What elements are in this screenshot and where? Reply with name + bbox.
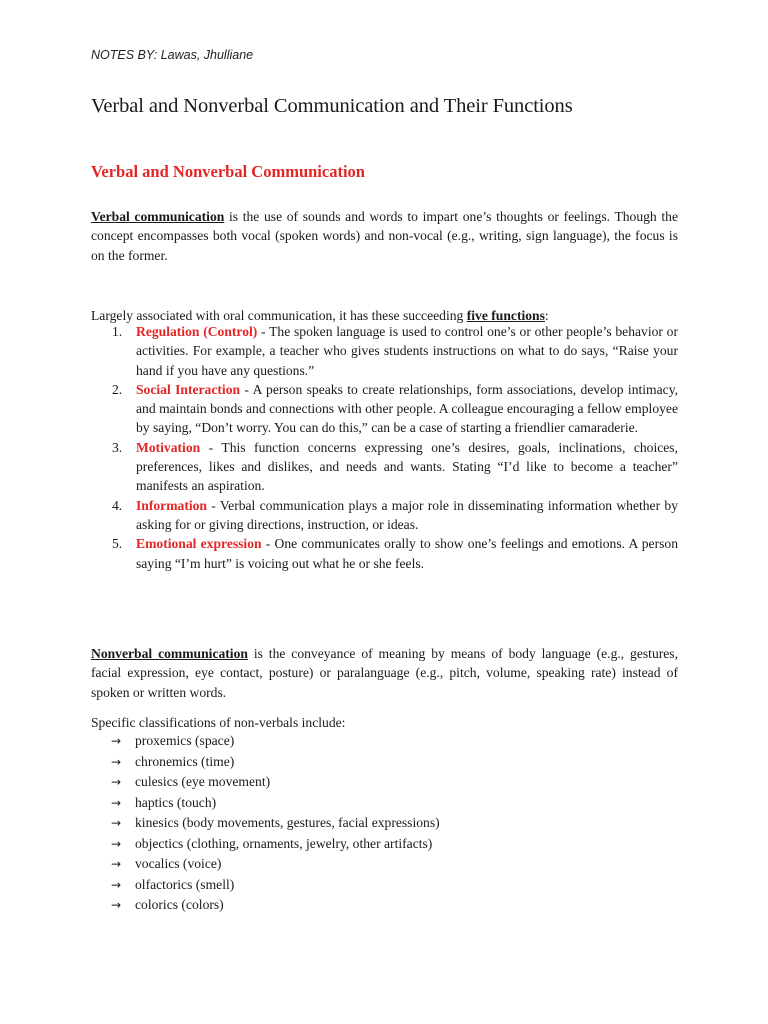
five-functions-emphasis: five functions [466, 307, 545, 323]
right-arrow-icon: → [111, 734, 122, 748]
verbal-definition-paragraph [91, 207, 678, 266]
right-arrow-icon: → [111, 836, 122, 851]
list-item [91, 834, 440, 855]
classification-text: culesics (eye movement) [135, 774, 271, 789]
list-item [91, 752, 440, 773]
function-number: 1. [112, 324, 123, 339]
function-name: Regulation (Control) [136, 324, 258, 339]
intro-text: Largely associated with oral communication, it has these succeeding [91, 307, 467, 323]
classification-text: olfactorics (smell) [135, 876, 235, 892]
function-name: Motivation [136, 439, 201, 455]
right-arrow-icon: → [111, 795, 122, 810]
nonverbal-term: Nonverbal communication [91, 645, 248, 661]
notes-by-header: NOTES BY: Lawas, Jhulliane [91, 48, 254, 62]
classification-text: chronemics (time) [135, 753, 235, 769]
section-heading: Verbal and Nonverbal Communication [91, 162, 365, 181]
list-item [91, 854, 440, 875]
classifications-list [91, 731, 440, 916]
function-text: - A person speaks to create relationships, form associations, develop intimacy, and maintain bonds and connections with other people. A colleague encouraging a fellow employee by saying, “Don’t worry. You can do this,” can be a case of starting a friendlier camaraderie. [136, 381, 679, 436]
function-name: Information [136, 497, 207, 513]
right-arrow-icon: → [111, 775, 122, 789]
right-arrow-icon: → [111, 857, 122, 871]
right-arrow-icon: → [111, 877, 122, 892]
function-number: 2. [112, 381, 123, 397]
functions-list [91, 322, 678, 573]
classifications-intro: Specific classifications of non-verbals include: [91, 714, 346, 730]
function-text: - Verbal communication plays a major role in disseminating information whether by asking for or giving directions, instruction, or ideas. [136, 497, 678, 532]
document-title: Verbal and Nonverbal Communication and Their Functions [91, 95, 573, 117]
classification-text: objectics (clothing, ornaments, jewelry, other artifacts) [135, 835, 433, 851]
classification-text: haptics (touch) [135, 794, 217, 810]
function-item [91, 496, 678, 535]
function-name: Social Interaction [136, 381, 241, 397]
function-number: 4. [112, 497, 123, 513]
classification-text: kinesics (body movements, gestures, facial expressions) [135, 815, 440, 830]
function-number: 5. [112, 536, 123, 552]
list-item [91, 813, 440, 834]
function-item [91, 534, 678, 573]
right-arrow-icon: → [111, 754, 122, 769]
classification-text: colorics (colors) [135, 897, 224, 912]
verbal-definition-text: is the use of sounds and words to impart one’s thoughts or feelings. Though the concept encompasses both vocal (spoken words) and non-vocal (e.g., writing, sign language), the focus is on the former. [91, 208, 678, 263]
function-item [91, 438, 678, 496]
function-item [91, 380, 678, 438]
function-text: - The spoken language is used to control one’s or other people’s behavior or activities. For example, a teacher who gives students instructions on what to do says, “Raise your hand if you have any questions.” [136, 324, 678, 378]
function-text: - This function concerns expressing one’s desires, goals, inclinations, choices, preferences, likes and dislikes, and needs and wants. Stating “I’d like to become a teacher” manifests an aspiration. [136, 439, 678, 494]
verbal-term: Verbal communication [91, 208, 225, 224]
nonverbal-definition-paragraph [91, 644, 678, 703]
function-item [91, 322, 678, 380]
list-item [91, 772, 440, 793]
list-item [91, 875, 440, 896]
list-item [91, 895, 440, 916]
list-item [91, 793, 440, 814]
function-text: - One communicates orally to show one’s feelings and emotions. A person saying “I’m hurt” is voicing out what he or she feels. [136, 536, 679, 571]
intro-end: : [544, 307, 549, 323]
function-name: Emotional expression [136, 536, 262, 552]
function-number: 3. [112, 439, 123, 455]
classification-text: proxemics (space) [135, 733, 235, 748]
list-item [91, 731, 440, 752]
classification-text: vocalics (voice) [135, 856, 222, 871]
right-arrow-icon: → [111, 816, 122, 830]
nonverbal-definition-text: is the conveyance of meaning by means of body language (e.g., gestures, facial expression, eye contact, posture) or paralanguage (e.g., pitch, volume, speaking rate) instead of spoken or written words. [91, 645, 678, 700]
right-arrow-icon: → [111, 898, 122, 912]
